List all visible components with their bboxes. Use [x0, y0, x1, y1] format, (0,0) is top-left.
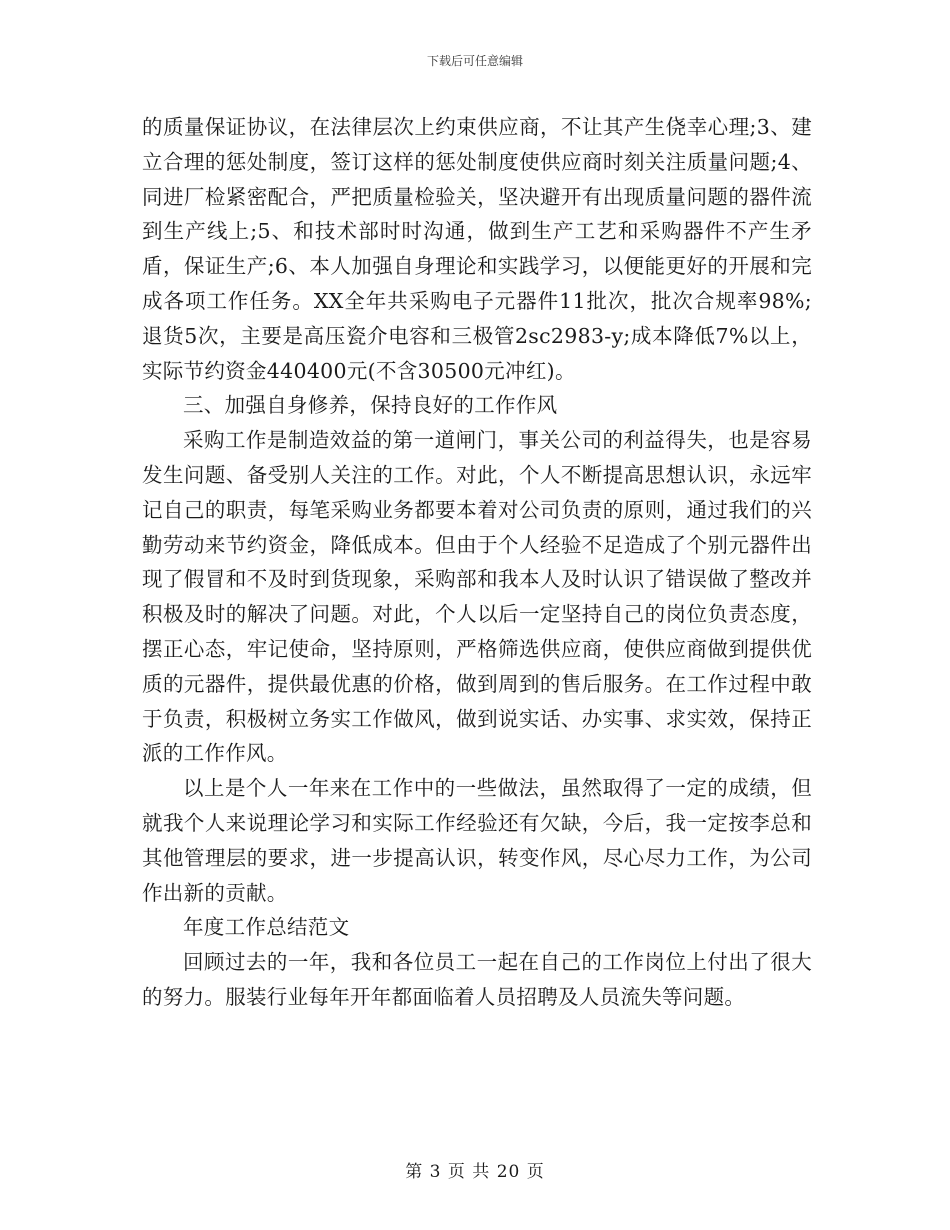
paragraph-review: 回顾过去的一年，我和各位员工一起在自己的工作岗位上付出了很大的努力。服装行业每年开年都面临着人员招聘及人员流失等问题。: [142, 950, 812, 1009]
section-heading-annual-summary: 年度工作总结范文: [183, 915, 350, 940]
paragraph-work-style: 采购工作是制造效益的第一道闸门，事关公司的利益得失，也是容易发生问题、备受别人关注的工作。对此，个人不断提高思想认识，永远牢记自己的职责，每笔采购业务都要本着对公司负责的原则，通过我们的兴勤劳动来节约资金，降低成本。但由于个人经验不足造成了个别元器件出现了假冒和不及时到货现象，采购部和我本人及时认识了错误做了整改并积极及时的解决了问题。对此，个人以后一定坚持自己的岗位负责态度，摆正心态，牢记使命，坚持原则，严格筛选供应商，使供应商做到提供优质的元器件，提供最优惠的价格，做到周到的售后服务。在工作过程中敢于负责，积极树立务实工作做风，做到说实话、办实事、求实效，保持正派的工作作风。: [142, 428, 812, 766]
document-body: [142, 110, 812, 1015]
section-heading-self-cultivation: 三、加强自身修养，保持良好的工作作风: [183, 393, 558, 418]
paragraph-conclusion: 以上是个人一年来在工作中的一些做法，虽然取得了一定的成绩，但就我个人来说理论学习和实际工作经验还有欠缺，今后，我一定按李总和其他管理层的要求，进一步提高认识，转变作风，尽心尽力工作，为公司作出新的贡献。: [142, 776, 812, 905]
paragraph-procurement-measures: 的质量保证协议，在法律层次上约束供应商，不让其产生侥幸心理;3、建立合理的惩处制度，签订这样的惩处制度使供应商时刻关注质量问题;4、同进厂检紧密配合，严把质量检验关，坚决避开有出现质量问题的器件流到生产线上;5、和技术部时时沟通，做到生产工艺和采购器件不产生矛盾，保证生产;6、本人加强自身理论和实践学习，以便能更好的开展和完成各项工作任务。XX全年共采购电子元器件11批次，批次合规率98%;退货5次，主要是高压瓷介电容和三极管2sc2983-y;成本降低7%以上，实际节约资金440400元(不含30500元冲红)。: [142, 115, 812, 383]
page-header: 下载后可任意编辑: [426, 54, 523, 68]
page-number-footer: 第 3 页 共 20 页: [405, 1162, 545, 1182]
